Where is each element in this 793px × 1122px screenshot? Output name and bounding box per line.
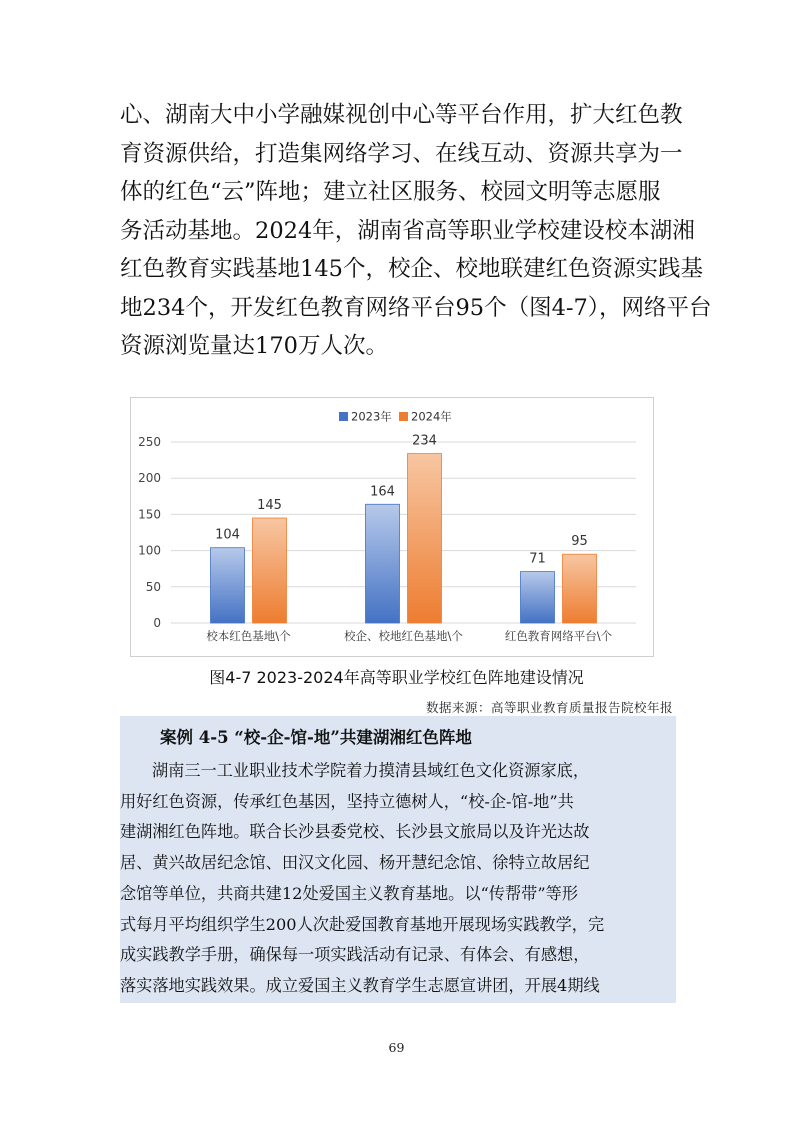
case-text bbox=[120, 756, 676, 1002]
case-title: 案例 4-5 “校-企-馆-地”共建湖湘红色阵地 bbox=[160, 728, 472, 747]
bar bbox=[563, 554, 597, 623]
category-label: 红色教育网络平台\个 bbox=[504, 629, 613, 643]
data-label: 164 bbox=[370, 484, 395, 500]
body-line: 育资源供给，打造集网络学习、在线互动、资源共享为一 bbox=[120, 140, 683, 167]
data-label: 104 bbox=[215, 527, 240, 543]
legend-swatch bbox=[339, 412, 348, 421]
body-line: 资源浏览量达170万人次。 bbox=[120, 333, 388, 359]
bar-chart bbox=[130, 397, 654, 657]
body-line: 地234个，开发红色教育网络平台95个（图4-7），网络平台 bbox=[120, 294, 712, 321]
case-line: 湖南三一工业职业技术学院着力摸清县域红色文化资源家底， bbox=[152, 761, 590, 780]
chart-canvas bbox=[131, 398, 653, 656]
bar bbox=[521, 572, 555, 623]
case-study-box bbox=[120, 716, 676, 1003]
bar bbox=[211, 548, 245, 623]
body-line: 务活动基地。2024年，湖南省高等职业学校建设校本湖湘 bbox=[120, 217, 695, 244]
bar bbox=[253, 518, 287, 623]
case-line: 用好红色资源，传承红色基因，坚持立德树人，“校-企-馆-地”共 bbox=[120, 791, 574, 811]
data-label: 71 bbox=[529, 551, 546, 567]
bar bbox=[408, 454, 442, 623]
data-label: 95 bbox=[571, 534, 588, 550]
body-text bbox=[120, 96, 712, 366]
case-line: 念馆等单位，共商共建12处爱国主义教育基地。以“传帮带”等形 bbox=[120, 883, 579, 903]
category-label: 校企、校地红色基地\个 bbox=[344, 629, 463, 643]
figure-caption: 图4-7 2023-2024年高等职业学校红色阵地建设情况 bbox=[209, 668, 584, 687]
y-tick-label: 50 bbox=[145, 579, 161, 594]
y-tick-label: 150 bbox=[138, 507, 161, 522]
case-line: 落实落地实践效果。成立爱国主义教育学生志愿宣讲团，开展4期线 bbox=[120, 975, 600, 995]
body-line: 心、湖南大中小学融媒视创中心等平台作用，扩大红色教 bbox=[120, 102, 683, 128]
case-line: 居、黄兴故居纪念馆、田汉文化园、杨开慧纪念馆、徐特立故居纪 bbox=[120, 853, 590, 873]
bar bbox=[366, 504, 400, 623]
page-number: 69 bbox=[388, 1040, 405, 1055]
y-tick-label: 200 bbox=[138, 471, 161, 486]
data-label: 234 bbox=[412, 433, 437, 449]
case-line: 建湖湘红色阵地。联合长沙县委党校、长沙县文旅局以及许光达故 bbox=[120, 822, 590, 842]
body-line: 红色教育实践基地145个，校企、校地联建红色资源实践基 bbox=[120, 256, 703, 282]
data-label: 145 bbox=[257, 498, 282, 514]
y-tick-label: 100 bbox=[138, 543, 161, 558]
category-label: 校本红色基地\个 bbox=[206, 629, 291, 643]
legend-label: 2024年 bbox=[411, 409, 452, 424]
case-line: 式每月平均组织学生200人次赴爱国教育基地开展现场实践教学，完 bbox=[120, 914, 605, 934]
body-line: 体的红色“云”阵地；建立社区服务、校园文明等志愿服 bbox=[120, 179, 661, 205]
data-source-note: 数据来源：高等职业教育质量报告院校年报 bbox=[425, 700, 673, 715]
legend-label: 2023年 bbox=[351, 409, 392, 424]
case-line: 成实践教学手册，确保每一项实践活动有记录、有体会、有感想， bbox=[120, 945, 590, 965]
legend-swatch bbox=[399, 412, 408, 421]
y-tick-label: 0 bbox=[153, 616, 161, 630]
y-tick-label: 250 bbox=[138, 435, 161, 449]
